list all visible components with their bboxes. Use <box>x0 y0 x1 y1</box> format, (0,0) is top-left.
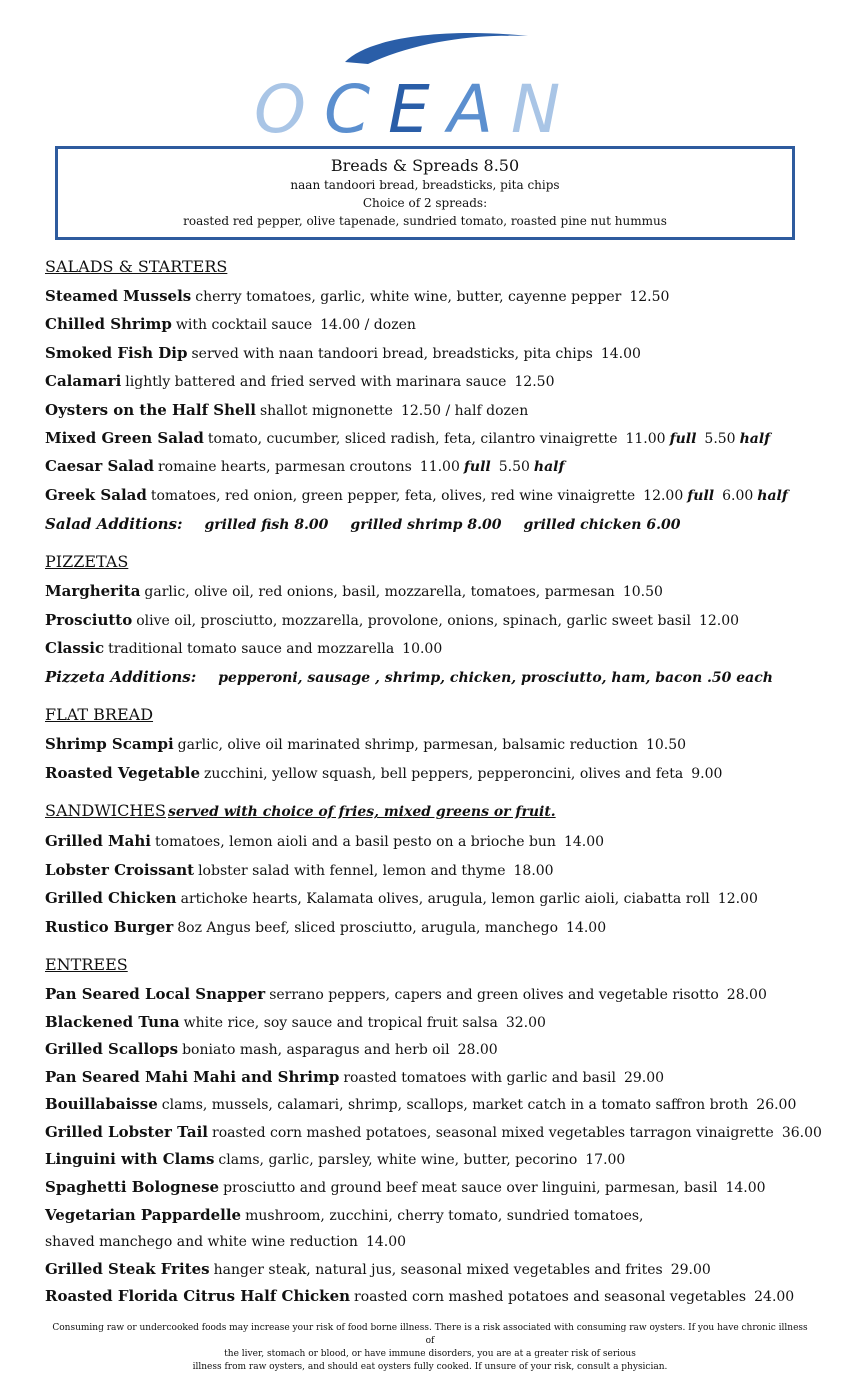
menu-item <box>45 311 835 339</box>
item-price: 28.00 <box>457 1042 498 1059</box>
item-name: Grilled Mahi <box>45 832 151 851</box>
item-name: Grilled Lobster Tail <box>45 1122 208 1141</box>
item-desc: lobster salad with fennel, lemon and thyme <box>198 862 506 879</box>
item-price: 36.00 <box>781 1124 822 1141</box>
item-name: Steamed Mussels <box>45 287 192 305</box>
ocean-logo <box>250 28 620 140</box>
item-price: 14.00 / dozen <box>320 317 416 334</box>
menu-item <box>45 482 835 510</box>
item-price: 12.00 <box>643 487 684 504</box>
item-name: Grilled Steak Frites <box>45 1259 210 1278</box>
item-price: 28.00 <box>726 986 767 1003</box>
section-salads <box>45 256 835 539</box>
logo-swoosh <box>345 33 528 64</box>
item-price-half: 5.50 <box>704 431 736 448</box>
item-desc: traditional tomato sauce and mozzarella <box>108 641 395 658</box>
menu-item <box>45 635 835 663</box>
addition-item: pepperoni, sausage , shrimp, chicken, prosciutto, ham, bacon .50 each <box>218 670 773 687</box>
breads-line-1: naan tandoori bread, breadsticks, pita chips <box>290 178 560 192</box>
item-name: Calamari <box>45 372 122 391</box>
additions-label: Pizzeta Additions: <box>45 668 197 687</box>
section-flatbread <box>45 704 835 788</box>
addition-item: grilled chicken 6.00 <box>523 517 681 534</box>
item-name: Grilled Chicken <box>45 889 177 908</box>
item-price: 11.00 <box>625 431 666 448</box>
breads-line-3: roasted red pepper, olive tapenade, sundried tomato, roasted pine nut hummus <box>183 214 667 228</box>
item-desc: 8oz Angus beef, sliced prosciutto, arugula, manchego <box>177 919 559 936</box>
item-name: Linguini with Clams <box>45 1150 215 1169</box>
item-price: 12.00 <box>717 891 758 908</box>
additions-label: Salad Additions: <box>45 515 183 534</box>
item-desc: served with naan tandoori bread, breadsticks, pita chips <box>191 345 593 362</box>
menu-item <box>45 607 835 635</box>
section-title: PIZZETAS <box>45 552 129 572</box>
salad-additions <box>45 510 835 539</box>
item-price: 12.00 <box>698 612 740 629</box>
item-unit: full <box>463 459 491 476</box>
item-desc: shallot mignonette <box>259 402 393 419</box>
item-desc: garlic, olive oil marinated shrimp, parmesan, balsamic reduction <box>177 737 638 754</box>
section-title: ENTREES <box>45 954 128 974</box>
item-price: 14.00 <box>566 919 607 936</box>
item-price: 29.00 <box>623 1069 665 1086</box>
item-desc: cherry tomatoes, garlic, white wine, butter, cayenne pepper <box>195 289 622 305</box>
menu-item <box>45 1202 835 1230</box>
menu-item <box>45 1064 835 1092</box>
item-price: 10.50 <box>645 737 687 754</box>
item-desc: lightly battered and fried served with marinara sauce <box>125 374 507 391</box>
item-name: Pan Seared Mahi Mahi and Shrimp <box>45 1067 340 1086</box>
item-price: 9.00 <box>691 765 723 782</box>
breads-title: Breads & Spreads <box>330 156 479 175</box>
item-price: 18.00 <box>513 862 554 879</box>
breads-line-2: Choice of 2 spreads: <box>362 196 488 210</box>
item-name: Oysters on the Half Shell <box>45 400 256 419</box>
item-price: 10.00 <box>402 641 443 658</box>
menu-item <box>45 1091 835 1119</box>
item-name: Grilled Scallops <box>45 1040 179 1059</box>
menu-item <box>45 731 835 759</box>
menu-item <box>45 368 835 396</box>
item-desc: white rice, soy sauce and tropical fruit salsa <box>183 1014 498 1031</box>
item-price: 32.00 <box>505 1014 546 1031</box>
item-price: 11.00 <box>419 459 460 476</box>
menu-item <box>45 1146 835 1174</box>
item-price: 17.00 <box>585 1152 626 1169</box>
food-safety-disclaimer <box>50 1322 810 1374</box>
item-desc: artichoke hearts, Kalamata olives, arugula, lemon garlic aioli, ciabatta roll <box>180 891 710 908</box>
item-name: Roasted Vegetable <box>45 763 201 782</box>
breads-price: 8.50 <box>483 156 520 175</box>
item-name: Bouillabaisse <box>45 1095 158 1114</box>
item-name: Lobster Croissant <box>45 860 195 879</box>
item-desc: hanger steak, natural jus, seasonal mixed vegetables and frites <box>213 1261 663 1278</box>
item-name: Blackened Tuna <box>45 1012 180 1031</box>
item-price: 24.00 <box>754 1289 795 1306</box>
item-desc: zucchini, yellow squash, bell peppers, pepperoncini, olives and feta <box>204 765 684 782</box>
item-name: Shrimp Scampi <box>45 735 174 754</box>
addition-item: grilled fish 8.00 <box>204 517 329 534</box>
item-unit-half: half <box>533 459 565 476</box>
item-name: Caesar Salad <box>45 457 154 476</box>
disclaimer-line-3: illness from raw oysters, and should eat oysters fully cooked. If unsure of your risk, consult a physician. <box>192 1362 668 1372</box>
item-desc: serrano peppers, capers and green olives and vegetable risotto <box>269 986 719 1003</box>
section-entrees <box>45 954 835 1311</box>
item-price: 14.00 <box>725 1180 766 1197</box>
item-price: 12.50 <box>629 289 670 305</box>
item-desc: tomatoes, red onion, green pepper, feta, olives, red wine vinaigrette <box>150 487 636 504</box>
item-name: Vegetarian Pappardelle <box>45 1205 242 1224</box>
item-name: Spaghetti Bolognese <box>45 1178 220 1197</box>
logo-wordmark: OCEAN <box>254 71 579 140</box>
menu-item <box>45 1036 835 1064</box>
item-desc: with cocktail sauce <box>175 317 313 334</box>
menu-item-continuation <box>45 1229 835 1256</box>
item-price: 26.00 <box>756 1097 797 1114</box>
item-price: 14.00 <box>563 834 605 851</box>
item-desc: roasted tomatoes with garlic and basil <box>343 1069 616 1086</box>
menu-item <box>45 1174 835 1202</box>
item-desc: olive oil, prosciutto, mozzarella, provolone, onions, spinach, garlic sweet basil <box>136 612 691 629</box>
menu-item <box>45 425 835 453</box>
section-title: SALADS & STARTERS <box>45 257 228 276</box>
menu-item <box>45 760 835 788</box>
item-desc: tomatoes, lemon aioli and a basil pesto on a brioche bun <box>155 834 556 851</box>
section-note: served with choice of fries, mixed greens or fruit. <box>167 804 556 821</box>
menu-item <box>45 340 835 368</box>
item-name: Classic <box>45 639 105 658</box>
item-name: Rustico Burger <box>45 917 174 936</box>
item-name: Margherita <box>45 582 141 601</box>
pizzeta-additions <box>45 663 835 692</box>
item-desc: boniato mash, asparagus and herb oil <box>182 1042 450 1059</box>
item-desc: mushroom, zucchini, cherry tomato, sundried tomatoes, <box>245 1207 644 1224</box>
item-price-half: 5.50 <box>498 459 530 476</box>
menu-item <box>45 981 835 1009</box>
menu-item <box>45 1283 835 1311</box>
menu-item <box>45 1119 835 1147</box>
item-name: Mixed Green Salad <box>45 429 204 448</box>
item-desc-cont: shaved manchego and white wine reduction <box>45 1234 358 1251</box>
menu-item <box>45 828 835 856</box>
menu-item <box>45 885 835 913</box>
item-price: 12.50 <box>514 374 555 391</box>
item-unit: full <box>669 431 697 448</box>
item-desc: romaine hearts, parmesan croutons <box>157 459 412 476</box>
item-unit: full <box>687 487 715 504</box>
item-unit-half: half <box>757 487 788 504</box>
item-name: Roasted Florida Citrus Half Chicken <box>45 1287 351 1306</box>
item-name: Greek Salad <box>45 485 147 504</box>
menu-item <box>45 1256 835 1284</box>
section-title: SANDWICHES <box>45 801 166 821</box>
menu-item <box>45 397 835 425</box>
item-desc: tomato, cucumber, sliced radish, feta, cilantro vinaigrette <box>207 431 618 448</box>
item-price: 10.50 <box>622 584 663 601</box>
item-price: 29.00 <box>670 1261 711 1278</box>
menu-item <box>45 914 835 942</box>
item-desc: prosciutto and ground beef meat sauce over linguini, parmesan, basil <box>223 1180 718 1197</box>
item-desc: roasted corn mashed potatoes, seasonal mixed vegetables tarragon vinaigrette <box>212 1124 774 1141</box>
item-price: 12.50 / half dozen <box>400 402 529 419</box>
breads-spreads-box <box>55 146 795 240</box>
menu-item <box>45 578 835 606</box>
item-desc: clams, mussels, calamari, shrimp, scallops, market catch in a tomato saffron broth <box>161 1097 749 1114</box>
menu-item <box>45 1009 835 1037</box>
addition-item: grilled shrimp 8.00 <box>350 517 502 534</box>
menu-item <box>45 453 835 481</box>
item-price: 14.00 <box>365 1234 407 1251</box>
menu-body <box>45 256 835 1323</box>
item-desc: clams, garlic, parsley, white wine, butter, pecorino <box>218 1152 578 1169</box>
item-desc: garlic, olive oil, red onions, basil, mozzarella, tomatoes, parmesan <box>144 584 615 601</box>
breads-title-line <box>58 156 792 176</box>
menu-item <box>45 857 835 885</box>
item-price-half: 6.00 <box>722 487 754 504</box>
item-name: Pan Seared Local Snapper <box>45 984 266 1003</box>
item-unit-half: half <box>739 431 771 448</box>
section-sandwiches <box>45 800 835 942</box>
item-name: Prosciutto <box>45 610 133 629</box>
item-price: 14.00 <box>600 345 641 362</box>
item-desc: roasted corn mashed potatoes and seasonal vegetables <box>354 1289 747 1306</box>
section-title: FLAT BREAD <box>45 705 154 725</box>
disclaimer-line-2: the liver, stomach or blood, or have immune disorders, you are at a greater risk of serious <box>224 1349 636 1359</box>
section-title-line <box>45 800 835 823</box>
item-name: Chilled Shrimp <box>45 315 172 334</box>
disclaimer-line-1: Consuming raw or undercooked foods may increase your risk of food borne illness. There is a risk associated with consuming raw oysters. If you have chronic illness of <box>52 1323 808 1346</box>
item-name: Smoked Fish Dip <box>45 343 188 362</box>
section-pizzetas <box>45 551 835 692</box>
menu-item <box>45 283 835 311</box>
